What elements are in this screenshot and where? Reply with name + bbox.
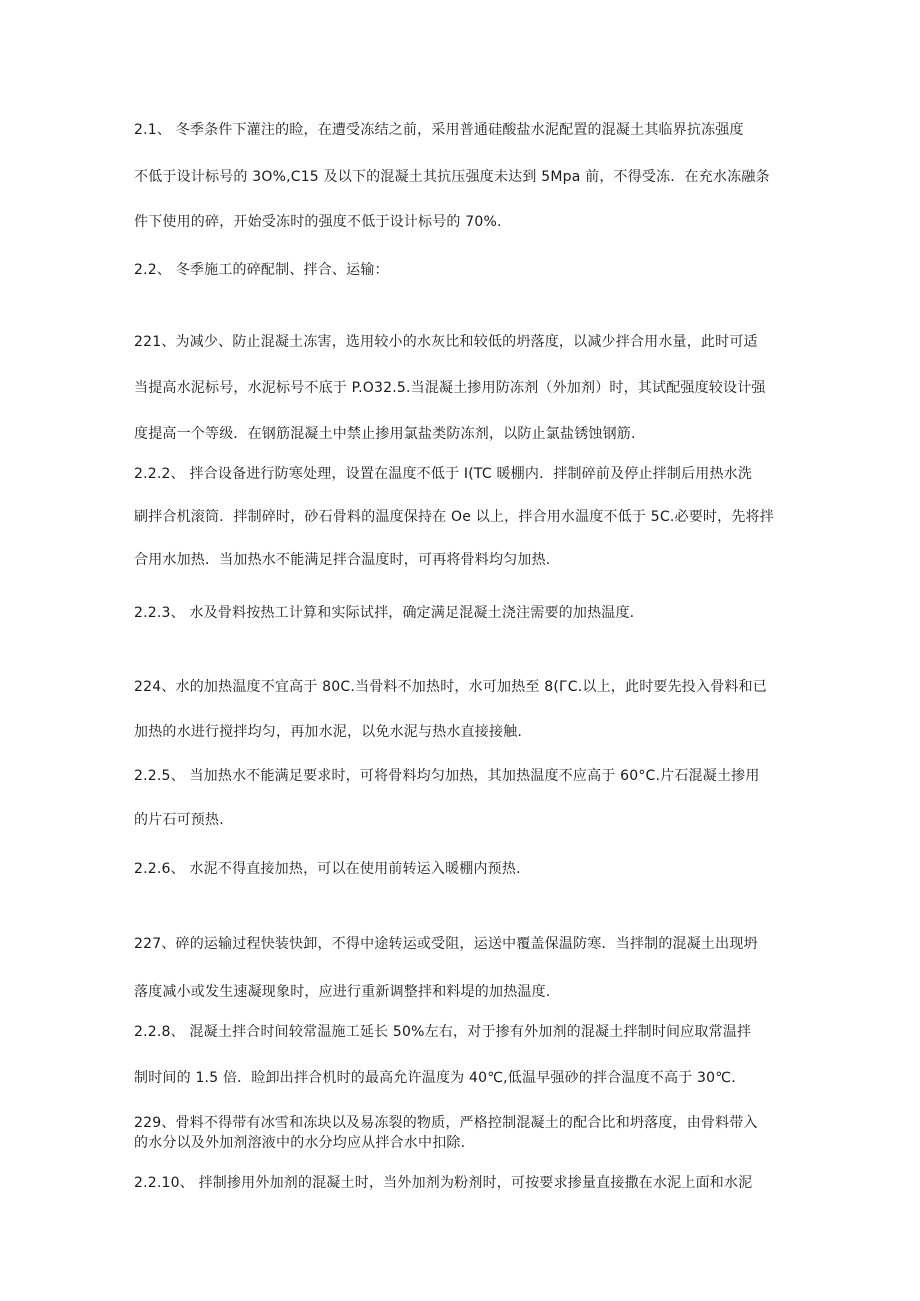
- paragraph-2-2-4: [134, 677, 788, 742]
- text-line: 224、水的加热温度不宜高于 80C.当骨料不加热时，水可加热至 8(ГC.以上，此时要先投入骨料和已: [134, 679, 767, 695]
- paragraph-2-2-3: [134, 603, 788, 623]
- text-line: 加热的水进行搅拌均匀，再加水泥，以免水泥与热水直接接触.: [134, 724, 523, 740]
- paragraph-2-2: [134, 260, 788, 280]
- text-line: 的片石可预热.: [134, 812, 224, 828]
- text-line: 227、碎的运输过程快装快卸，不得中途转运或受阻，运送中覆盖保温防寒．当拌制的混凝土出现坍: [134, 936, 758, 952]
- text-line: 221、为减少、防止混凝土冻害，选用较小的水灰比和较低的坍落度，以减少拌合用水量，此时可适: [134, 334, 758, 350]
- text-line: 2.2.5、 当加热水不能满足要求时，可将骨料均匀加热，其加热温度不应高于 60°C.片石混凝土掺用: [134, 768, 760, 784]
- text-line: 2.2.2、 拌合设备进行防寒处理，设置在温度不低于 I(TC 暖棚内．拌制碎前及停止拌制后用热水洗: [134, 466, 753, 482]
- text-line: 2.2.3、 水及骨料按热工计算和实际试拌，确定满足混凝土浇注需要的加热温度.: [134, 605, 635, 621]
- paragraph-2-2-9: [134, 1113, 788, 1153]
- text-line: 不低于设计标号的 3O%,C15 及以下的混凝土其抗压强度未达到 5Mpa 前，不得受冻．在充水冻融条: [134, 169, 770, 185]
- paragraph-2-1: [134, 120, 788, 232]
- paragraph-2-2-2: [134, 464, 788, 570]
- text-line: 刷拌合机滚筒．拌制碎时，砂石骨料的温度保持在 Oe 以上，拌合用水温度不低于 5C.必要时，先将拌: [134, 509, 774, 525]
- text-line: 2.1、 冬季条件下灌注的睑，在遭受冻结之前，采用普通硅酸盐水泥配置的混凝土其临界抗冻强度: [134, 122, 744, 138]
- text-line: 的水分以及外加剂溶液中的水分均应从拌合水中扣除.: [134, 1135, 466, 1151]
- text-line: 度提高一个等级．在钢筋混凝土中禁止掺用氯盐类防冻剂，以防止氯盐锈蚀钢筋.: [134, 426, 636, 442]
- paragraph-2-2-1: [134, 332, 788, 444]
- paragraph-2-2-7: [134, 934, 788, 1002]
- text-line: 2.2.10、 拌制掺用外加剂的混凝土时，当外加剂为粉剂时，可按要求掺量直接撒在水泥上面和水泥: [134, 1175, 753, 1191]
- paragraph-2-2-8: [134, 1022, 788, 1088]
- text-line: 制时间的 1.5 倍．睑卸出拌合机时的最高允许温度为 40℃,低温早强砂的拌合温度不高于 30℃.: [134, 1070, 736, 1086]
- text-line: 落度减小或发生速凝现象时，应进行重新调整拌和料堤的加热温度.: [134, 984, 551, 1000]
- text-line: 件下使用的碎，开始受冻时的强度不低于设计标号的 70%.: [134, 214, 502, 230]
- paragraph-2-2-10: [134, 1173, 788, 1193]
- text-line: 当提高水泥标号，水泥标号不底于 P.O32.5.当混凝土掺用防冻剂（外加剂）时，其试配强度较设计强: [134, 380, 766, 396]
- paragraph-2-2-5: [134, 766, 788, 830]
- text-line: 合用水加热．当加热水不能满足拌合温度时，可再将骨料均匀加热.: [134, 552, 551, 568]
- text-line: 229、骨料不得带有冰雪和冻块以及易冻裂的物质，严格控制混凝土的配合比和坍落度，由骨料带入: [134, 1115, 758, 1131]
- text-line: 2.2、 冬季施工的碎配制、拌合、运输：: [134, 262, 389, 278]
- text-line: 2.2.8、 混凝土拌合时间较常温施工延长 50%左右，对于掺有外加剂的混凝土拌制时间应取常温拌: [134, 1024, 752, 1040]
- paragraph-2-2-6: [134, 859, 788, 879]
- text-line: 2.2.6、 水泥不得直接加热，可以在使用前转运入暖棚内预热.: [134, 861, 521, 877]
